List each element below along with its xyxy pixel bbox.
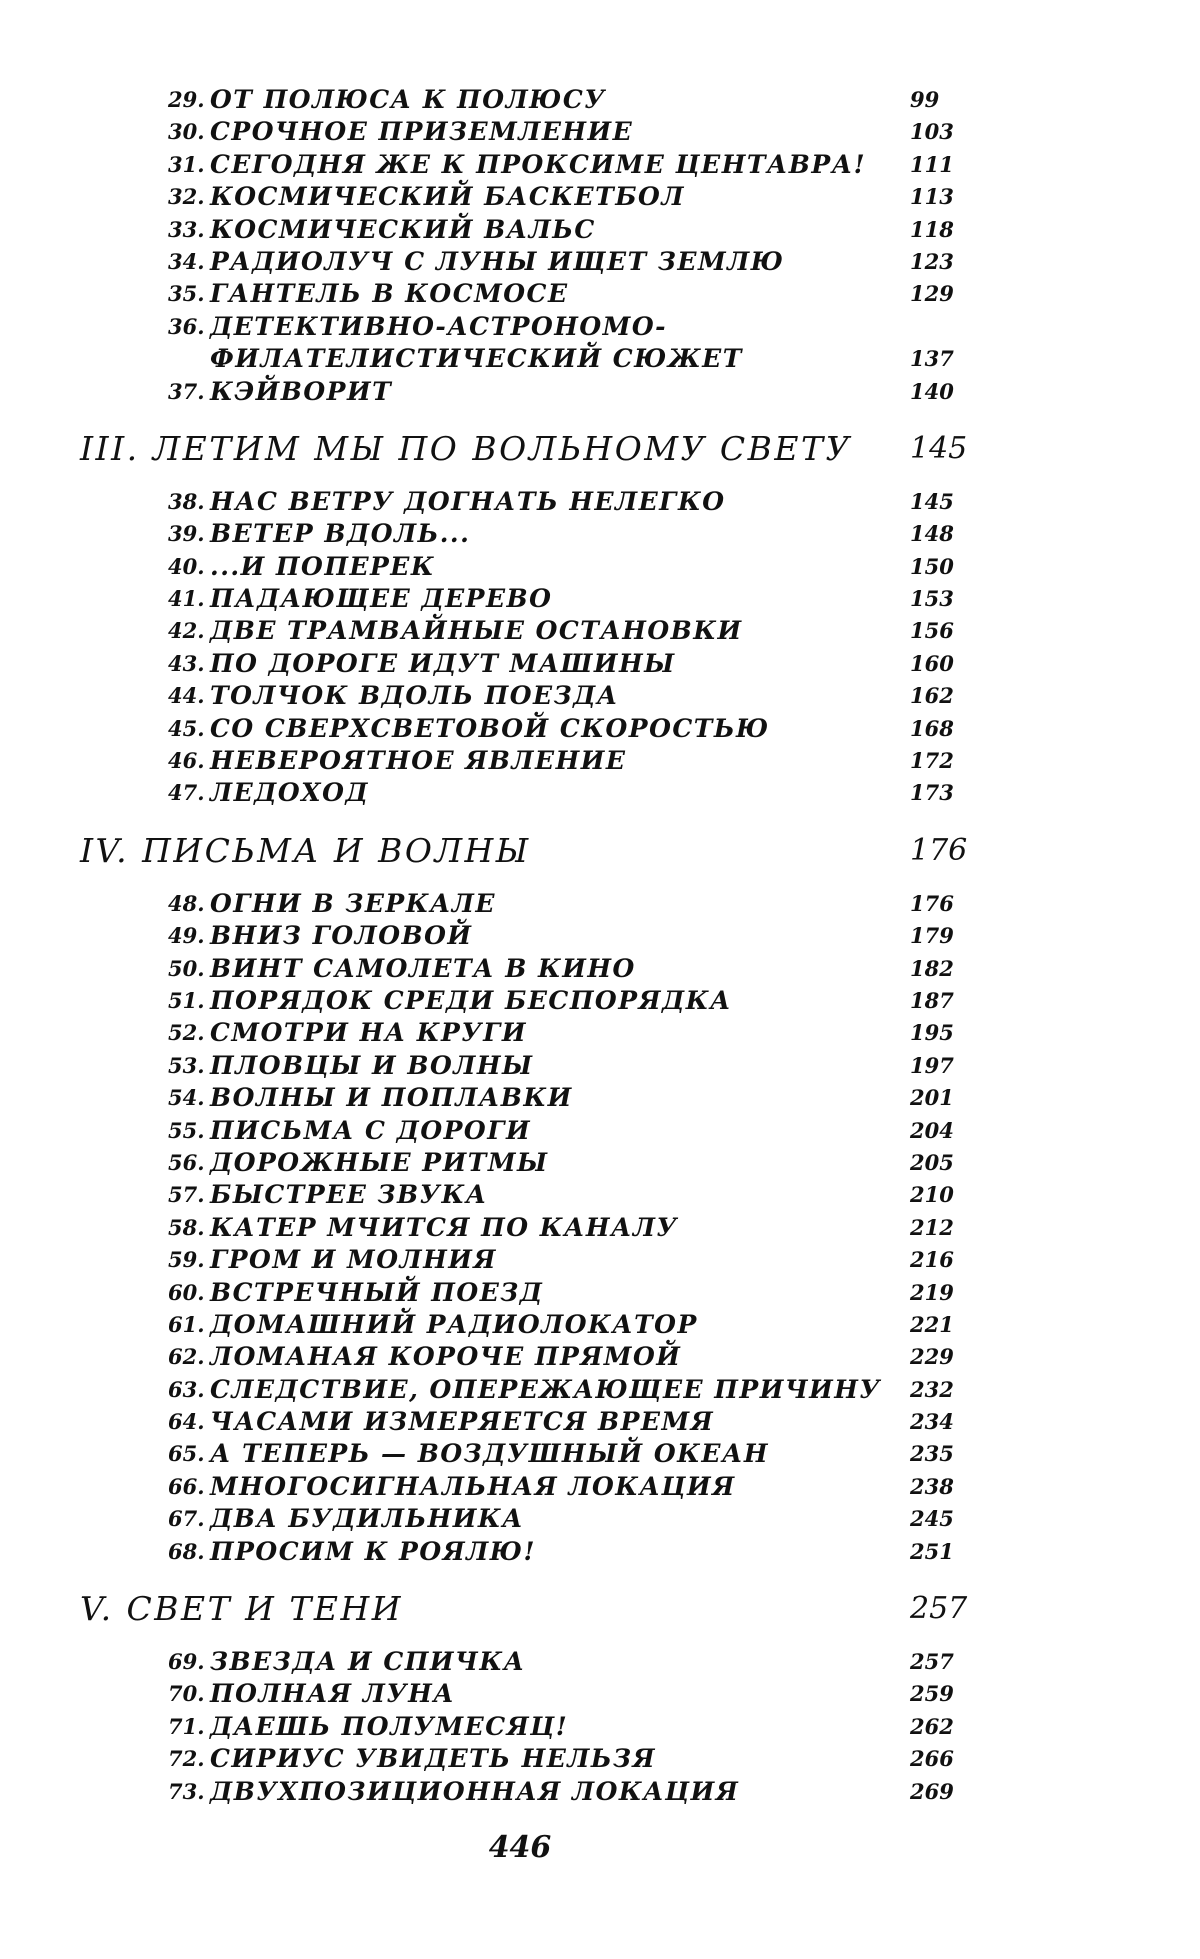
entry-page-number: 269 — [910, 1778, 954, 1804]
entry-title: ЗВЕЗДА И СПИЧКА — [210, 1647, 526, 1677]
toc-entry — [80, 1115, 970, 1147]
toc-entry — [80, 1374, 970, 1406]
toc-entry — [80, 1244, 970, 1276]
entry-page-number: 205 — [910, 1149, 954, 1175]
section-heading — [80, 824, 970, 878]
entry-number: 55. — [168, 1117, 205, 1143]
entry-page-number: 140 — [910, 378, 954, 404]
section-page-number: 145 — [910, 430, 968, 466]
toc-entry — [80, 149, 970, 181]
entry-number: 59. — [168, 1247, 205, 1273]
entry-page-number: 201 — [910, 1085, 954, 1111]
entry-page-number: 145 — [910, 488, 954, 514]
section-title: III. ЛЕТИМ МЫ ПО ВОЛЬНОМУ СВЕТУ — [80, 428, 852, 468]
entry-number: 65. — [168, 1441, 205, 1467]
toc-entry — [80, 1711, 970, 1743]
entry-number: 33. — [168, 216, 205, 242]
toc-entry — [80, 888, 970, 920]
entry-number: 46. — [168, 748, 205, 774]
entry-title: НАС ВЕТРУ ДОГНАТЬ НЕЛЕГКО — [210, 486, 726, 516]
entry-page-number: 245 — [910, 1506, 954, 1532]
entry-page-number: 235 — [910, 1441, 954, 1467]
entry-page-number: 153 — [910, 586, 954, 612]
entry-title: ПОРЯДОК СРЕДИ БЕСПОРЯДКА — [210, 986, 732, 1015]
entry-title: ВСТРЕЧНЫЙ ПОЕЗД — [210, 1277, 544, 1307]
entry-number: 60. — [168, 1279, 205, 1305]
entry-page-number: 172 — [910, 748, 954, 774]
toc-entry — [80, 920, 970, 952]
toc-entry — [80, 1776, 970, 1808]
entry-title: ДВЕ ТРАМВАЙНЫЕ ОСТАНОВКИ — [210, 616, 743, 646]
toc-entry — [80, 1017, 970, 1049]
entry-page-number: 262 — [910, 1713, 954, 1739]
entry-page-number: 251 — [910, 1538, 954, 1564]
entry-page-number: 162 — [910, 683, 954, 709]
entry-page-number: 137 — [910, 346, 954, 372]
entry-title: СЕГОДНЯ ЖЕ К ПРОКСИМЕ ЦЕНТАВРА! — [210, 149, 867, 179]
toc-entry — [80, 777, 970, 809]
entry-page-number: 176 — [910, 890, 954, 916]
entry-title: НЕВЕРОЯТНОЕ ЯВЛЕНИЕ — [210, 746, 627, 776]
entry-page-number: 123 — [910, 248, 954, 274]
entry-page-number: 156 — [910, 618, 954, 644]
entry-page-number: 257 — [910, 1649, 954, 1675]
toc-entry — [80, 1743, 970, 1775]
entry-title: СО СВЕРХСВЕТОВОЙ СКОРОСТЬЮ — [210, 713, 770, 743]
toc-entry — [80, 1471, 970, 1503]
entry-number: 37. — [168, 378, 205, 404]
entry-number: 54. — [168, 1085, 205, 1111]
entry-title: ПИСЬМА С ДОРОГИ — [210, 1115, 532, 1145]
entry-number: 41. — [168, 586, 205, 612]
entry-page-number: 229 — [910, 1344, 954, 1370]
entry-title: СМОТРИ НА КРУГИ — [210, 1018, 527, 1048]
entry-number: 50. — [168, 955, 205, 981]
toc-entry — [80, 486, 970, 518]
section-heading — [80, 1582, 970, 1636]
entry-number: 32. — [168, 184, 205, 210]
entry-title: ВЕТЕР ВДОЛЬ... — [210, 519, 471, 549]
entry-title: ДЕТЕКТИВНО-АСТРОНОМО-ФИЛАТЕЛИСТИЧЕСКИЙ СЮЖЕТ — [210, 311, 743, 374]
entry-title: ДАЕШЬ ПОЛУМЕСЯЦ! — [210, 1711, 569, 1741]
page-number: 446 — [488, 1830, 552, 1865]
toc-entry — [80, 278, 970, 310]
toc-entry — [80, 583, 970, 615]
toc-entry — [80, 1536, 970, 1568]
entry-number: 42. — [168, 618, 205, 644]
toc-entry — [80, 376, 970, 408]
entry-number: 53. — [168, 1052, 205, 1078]
toc-entry — [80, 181, 970, 213]
entry-title: ГРОМ И МОЛНИЯ — [210, 1245, 497, 1275]
entry-title: СИРИУС УВИДЕТЬ НЕЛЬЗЯ — [210, 1744, 657, 1774]
toc-entry — [80, 1212, 970, 1244]
entry-page-number: 173 — [910, 780, 954, 806]
toc-entry — [80, 985, 970, 1017]
entry-title: ПАДАЮЩЕЕ ДЕРЕВО — [210, 584, 553, 614]
entry-title: МНОГОСИГНАЛЬНАЯ ЛОКАЦИЯ — [210, 1471, 736, 1501]
entry-page-number: 129 — [910, 281, 954, 307]
entry-number: 43. — [168, 650, 205, 676]
toc-entry — [80, 648, 970, 680]
entry-number: 64. — [168, 1409, 205, 1435]
entry-page-number: 234 — [910, 1409, 954, 1435]
entry-page-number: 103 — [910, 119, 954, 145]
entry-number: 38. — [168, 488, 205, 514]
toc-entry — [80, 246, 970, 278]
entry-title: А ТЕПЕРЬ — ВОЗДУШНЫЙ ОКЕАН — [210, 1439, 769, 1469]
toc-entry — [80, 680, 970, 712]
entry-number: 30. — [168, 119, 205, 145]
toc-entry — [80, 1503, 970, 1535]
toc-entry — [80, 1438, 970, 1470]
toc-entry — [80, 615, 970, 647]
entry-number: 35. — [168, 281, 205, 307]
toc-entry — [80, 1179, 970, 1211]
entry-number: 68. — [168, 1538, 205, 1564]
entry-number: 52. — [168, 1020, 205, 1046]
entry-page-number: 118 — [910, 216, 954, 242]
section-page-number: 257 — [910, 1591, 968, 1627]
entry-number: 62. — [168, 1344, 205, 1370]
toc-entry — [80, 1406, 970, 1438]
entry-title: ЛЕДОХОД — [210, 778, 370, 808]
entry-page-number: 179 — [910, 923, 954, 949]
entry-title: ОТ ПОЛЮСА К ПОЛЮСУ — [210, 85, 607, 114]
section-title: V. СВЕТ И ТЕНИ — [80, 1589, 404, 1629]
toc-entry — [80, 1678, 970, 1710]
entry-title: СЛЕДСТВИЕ, ОПЕРЕЖАЮЩЕЕ ПРИЧИНУ — [210, 1374, 882, 1404]
entry-title: ДВУХПОЗИЦИОННАЯ ЛОКАЦИЯ — [210, 1776, 740, 1806]
entry-number: 66. — [168, 1473, 205, 1499]
entry-page-number: 195 — [910, 1020, 954, 1046]
entry-title: ПРОСИМ К РОЯЛЮ! — [210, 1536, 536, 1566]
entry-title: ГАНТЕЛЬ В КОСМОСЕ — [210, 279, 569, 309]
toc-entry — [80, 953, 970, 985]
entry-title: ЛОМАНАЯ КОРОЧЕ ПРЯМОЙ — [210, 1342, 682, 1372]
entry-page-number: 216 — [910, 1247, 954, 1273]
section-heading — [80, 422, 970, 476]
entry-page-number: 160 — [910, 650, 954, 676]
toc-entry — [80, 1341, 970, 1373]
entry-number: 56. — [168, 1149, 205, 1175]
entry-number: 47. — [168, 780, 205, 806]
entry-number: 39. — [168, 521, 205, 547]
entry-title: ...И ПОПЕРЕК — [210, 551, 436, 581]
entry-number: 44. — [168, 683, 205, 709]
entry-title: ВОЛНЫ И ПОПЛАВКИ — [210, 1083, 573, 1113]
toc-entry — [80, 1309, 970, 1341]
entry-number: 73. — [168, 1778, 205, 1804]
entry-title: ТОЛЧОК ВДОЛЬ ПОЕЗДА — [210, 681, 619, 711]
entry-page-number: 197 — [910, 1052, 954, 1078]
entry-page-number: 182 — [910, 955, 954, 981]
entry-title: ДВА БУДИЛЬНИКА — [210, 1504, 525, 1534]
toc-entry — [80, 713, 970, 745]
toc-entry — [80, 1082, 970, 1114]
toc-entry — [80, 518, 970, 550]
entry-number: 57. — [168, 1182, 205, 1208]
entry-title: ВНИЗ ГОЛОВОЙ — [210, 921, 473, 951]
entry-page-number: 210 — [910, 1182, 954, 1208]
entry-title: КЭЙВОРИТ — [210, 376, 393, 406]
entry-number: 45. — [168, 715, 205, 741]
entry-title: КОСМИЧЕСКИЙ БАСКЕТБОЛ — [210, 182, 685, 212]
entry-page-number: 212 — [910, 1214, 954, 1240]
toc-entry — [80, 311, 970, 376]
entry-number: 51. — [168, 988, 205, 1013]
entry-number: 31. — [168, 151, 205, 177]
entry-number: 69. — [168, 1649, 205, 1675]
entry-title: РАДИОЛУЧ С ЛУНЫ ИЩЕТ ЗЕМЛЮ — [210, 246, 785, 276]
entry-title: ДОМАШНИЙ РАДИОЛОКАТОР — [210, 1309, 698, 1339]
entry-title: ВИНТ САМОЛЕТА В КИНО — [210, 953, 636, 983]
entry-page-number: 113 — [910, 184, 954, 210]
entry-number: 67. — [168, 1506, 205, 1532]
entry-title: КОСМИЧЕСКИЙ ВАЛЬС — [210, 214, 596, 244]
entry-title: ПОЛНАЯ ЛУНА — [210, 1679, 456, 1709]
entry-page-number: 266 — [910, 1746, 954, 1772]
entry-number: 63. — [168, 1376, 205, 1402]
toc-entry — [80, 84, 970, 116]
entry-page-number: 99 — [910, 87, 940, 112]
toc-entry — [80, 551, 970, 583]
entry-title: БЫСТРЕЕ ЗВУКА — [210, 1180, 488, 1210]
entry-title: ЧАСАМИ ИЗМЕРЯЕТСЯ ВРЕМЯ — [210, 1407, 715, 1437]
entry-page-number: 259 — [910, 1681, 954, 1707]
toc-entry — [80, 1050, 970, 1082]
entry-number: 29. — [168, 87, 205, 112]
entry-page-number: 221 — [910, 1311, 954, 1337]
entry-page-number: 238 — [910, 1473, 954, 1499]
entry-number: 71. — [168, 1713, 205, 1739]
section-page-number: 176 — [910, 832, 968, 868]
entry-page-number: 111 — [910, 151, 954, 177]
entry-number: 40. — [168, 553, 205, 579]
entry-page-number: 168 — [910, 715, 954, 741]
entry-title: ПЛОВЦЫ И ВОЛНЫ — [210, 1050, 534, 1080]
entry-title: ОГНИ В ЗЕРКАЛЕ — [210, 888, 496, 918]
table-of-contents — [80, 84, 970, 1808]
entry-page-number: 148 — [910, 521, 954, 547]
entry-page-number: 204 — [910, 1117, 954, 1143]
section-title: IV. ПИСЬМА И ВОЛНЫ — [80, 830, 531, 870]
entry-number: 36. — [168, 313, 205, 339]
toc-entry — [80, 214, 970, 246]
toc-entry — [80, 116, 970, 148]
entry-title: ДОРОЖНЫЕ РИТМЫ — [210, 1147, 549, 1177]
entry-number: 72. — [168, 1746, 205, 1772]
entry-number: 48. — [168, 890, 205, 916]
toc-entry — [80, 1147, 970, 1179]
toc-entry — [80, 745, 970, 777]
entry-page-number: 219 — [910, 1279, 954, 1305]
entry-title: СРОЧНОЕ ПРИЗЕМЛЕНИЕ — [210, 117, 634, 147]
entry-number: 61. — [168, 1311, 205, 1337]
toc-entry — [80, 1277, 970, 1309]
entry-page-number: 187 — [910, 988, 954, 1013]
entry-number: 70. — [168, 1681, 205, 1707]
entry-title: ПО ДОРОГЕ ИДУТ МАШИНЫ — [210, 648, 676, 678]
entry-number: 58. — [168, 1214, 205, 1240]
toc-entry — [80, 1646, 970, 1678]
entry-page-number: 150 — [910, 553, 954, 579]
entry-page-number: 232 — [910, 1376, 954, 1402]
entry-number: 34. — [168, 248, 205, 274]
entry-number: 49. — [168, 923, 205, 949]
entry-title: КАТЕР МЧИТСЯ ПО КАНАЛУ — [210, 1212, 679, 1242]
